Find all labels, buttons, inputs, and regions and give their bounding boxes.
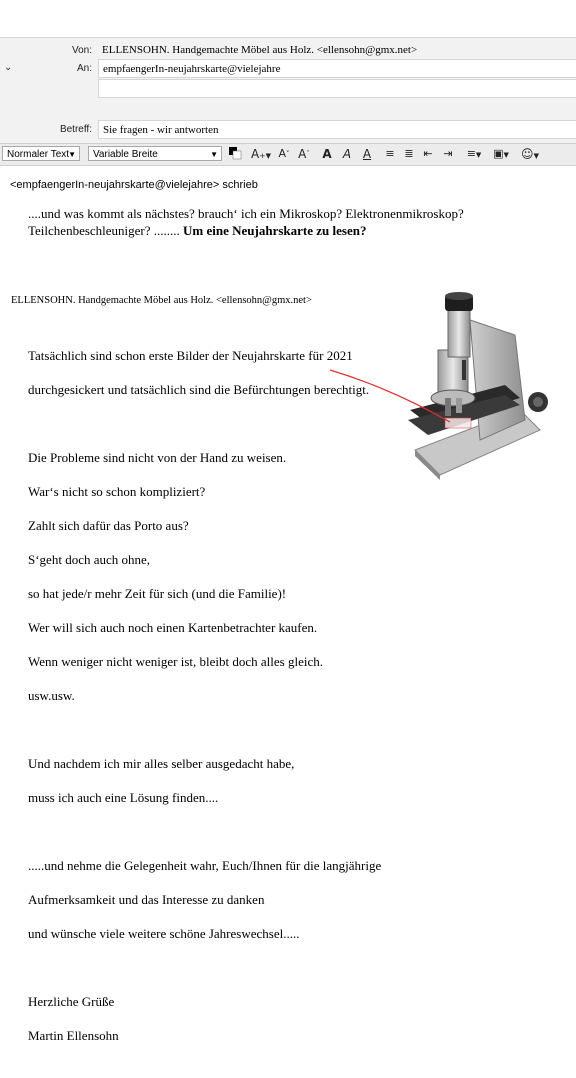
- paragraph-2: [28, 432, 448, 721]
- insert-image-icon[interactable]: ▣▼: [493, 147, 509, 160]
- signature-sender: ELLENSOHN. Handgemachte Möbel aus Holz. <ellensohn@gmx.net>: [11, 295, 312, 306]
- recipient-row-empty-2: [0, 99, 576, 119]
- chevron-down-icon: ▼: [68, 150, 76, 159]
- recipient-field-empty-2[interactable]: [98, 99, 576, 118]
- numbered-list-icon[interactable]: ≣: [404, 147, 414, 160]
- recipient-row-empty-1: [0, 79, 576, 99]
- underline-icon[interactable]: A: [362, 147, 372, 161]
- outdent-icon[interactable]: ⇤: [423, 147, 433, 160]
- closing-greeting: Herzliche Grüße: [28, 994, 115, 1009]
- paragraph-format-select[interactable]: [2, 146, 80, 161]
- to-field[interactable]: empfaengerIn-neujahrskarte@vielejahre: [98, 59, 576, 78]
- bold-icon[interactable]: A: [322, 147, 332, 161]
- subject-row: [0, 120, 576, 140]
- formatting-toolbar: [0, 143, 576, 166]
- quote-line-2-plain: Teilchenbeschleuniger? ........: [28, 223, 184, 238]
- body-line: Tatsächlich sind schon erste Bilder der Neujahrskarte für 2021: [28, 348, 353, 363]
- quoted-text: [28, 205, 558, 239]
- paragraph-4: [28, 840, 448, 959]
- message-body: [28, 330, 448, 1078]
- body-line: .....und nehme die Gelegenheit wahr, Euch/Ihnen für die langjährige: [28, 858, 382, 873]
- paragraph-1: [28, 330, 448, 415]
- body-line: Zahlt sich dafür das Porto aus?: [28, 518, 189, 533]
- indent-icon[interactable]: ⇥: [443, 147, 453, 160]
- recipient-field-empty-1[interactable]: [98, 79, 576, 98]
- body-line: Wenn weniger nicht weniger ist, bleibt doch alles gleich.: [28, 654, 323, 669]
- to-row: [0, 59, 576, 79]
- body-line: War‘s nicht so schon kompliziert?: [28, 484, 206, 499]
- quote-line-2-bold: Um eine Neujahrskarte zu lesen?: [183, 223, 367, 238]
- message-header: [0, 37, 576, 144]
- chevron-down-icon: ▼: [210, 150, 218, 159]
- paragraph-format-value: Normaler Text: [7, 149, 70, 160]
- body-line: muss ich auch eine Lösung finden....: [28, 790, 219, 805]
- quote-line-1: ....und was kommt als nächstes? brauch‘ ich ein Mikroskop? Elektronenmikroskop?: [28, 206, 464, 221]
- body-line: so hat jede/r mehr Zeit für sich (und die Familie)!: [28, 586, 287, 601]
- body-line: Die Probleme sind nicht von der Hand zu weisen.: [28, 450, 287, 465]
- body-line: S‘geht doch auch ohne,: [28, 552, 151, 567]
- emoji-icon[interactable]: ☺▼: [521, 147, 539, 161]
- chevron-down-icon[interactable]: ⌄: [4, 62, 13, 73]
- window-top-area: [0, 0, 576, 37]
- font-larger-icon[interactable]: $A^ˆ$: [298, 147, 310, 161]
- from-field[interactable]: ELLENSOHN. Handgemachte Möbel aus Holz. <ellensohn@gmx.net>: [102, 44, 418, 56]
- align-icon[interactable]: ≡▼: [466, 147, 482, 160]
- body-line: Und nachdem ich mir alles selber ausgedacht habe,: [28, 756, 295, 771]
- subject-label: Betreff:: [59, 124, 92, 135]
- font-smaller-icon[interactable]: A₊▼: [251, 147, 271, 161]
- font-value: Variable Breite: [93, 149, 158, 160]
- from-label: Von:: [71, 45, 92, 56]
- body-line: durchgesickert und tatsächlich sind die Befürchtungen berechtigt.: [28, 382, 370, 397]
- paragraph-3: [28, 738, 448, 823]
- closing: [28, 976, 448, 1061]
- from-row: [0, 41, 576, 61]
- font-select[interactable]: [88, 146, 222, 161]
- bullet-list-icon[interactable]: ≡: [385, 147, 395, 160]
- closing-name: Martin Ellensohn: [28, 1028, 119, 1043]
- body-line: und wünsche viele weitere schöne Jahreswechsel.....: [28, 926, 300, 941]
- subject-field[interactable]: Sie fragen - wir antworten: [98, 120, 576, 139]
- quote-line-2: [28, 223, 366, 238]
- quote-header: <empfaengerIn-neujahrskarte@vielejahre> schrieb: [10, 179, 258, 191]
- to-label: An:: [76, 63, 92, 74]
- body-line: Wer will sich auch noch einen Kartenbetrachter kaufen.: [28, 620, 318, 635]
- body-line: usw.usw.: [28, 688, 75, 703]
- italic-icon[interactable]: A: [342, 147, 352, 161]
- text-color-icon[interactable]: [228, 146, 242, 162]
- font-size-down-icon[interactable]: A˅: [278, 147, 290, 160]
- body-line: Aufmerksamkeit und das Interesse zu danken: [28, 892, 265, 907]
